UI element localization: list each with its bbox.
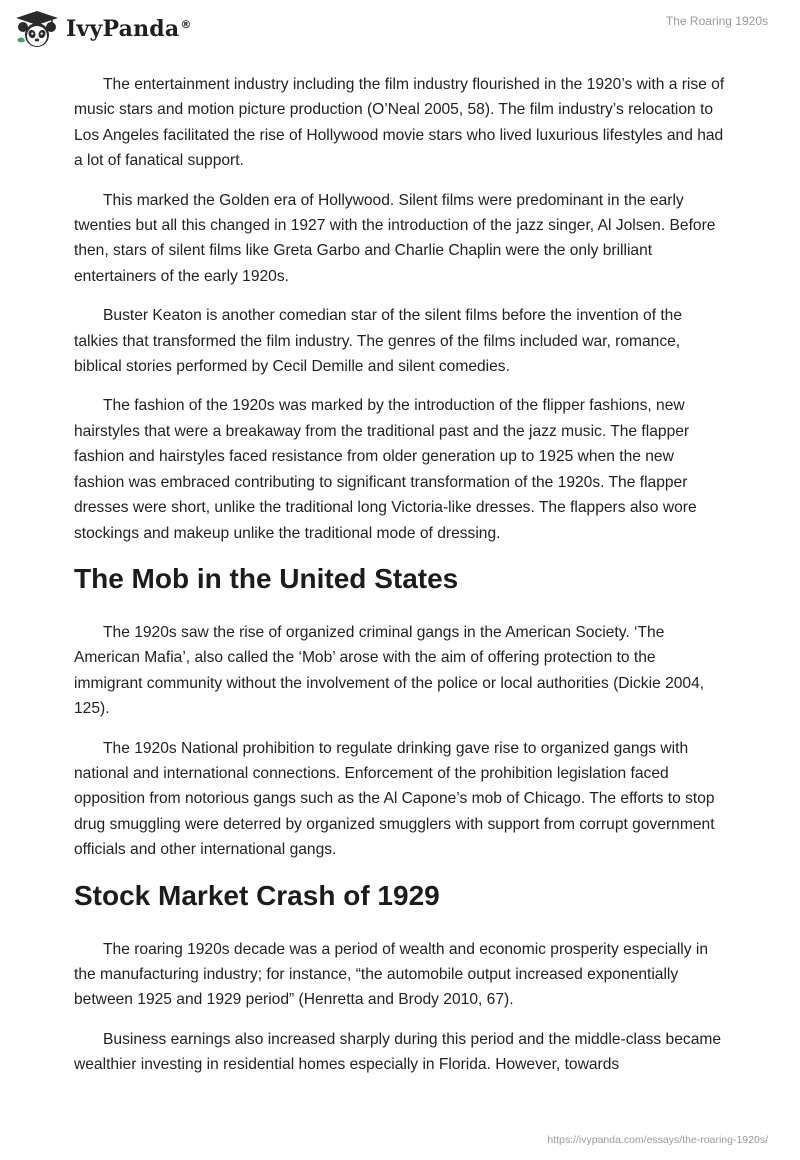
paragraph: This marked the Golden era of Hollywood. Silent films were predominant in the early twenties but all this changed in 1927 with the introduction of the jazz singer, Al Jolsen. Before then, stars of silent films like Greta Garbo and Charlie Chaplin were the only brilliant entertainers of the early 1920s. [74,191,716,285]
page-header [0,0,800,62]
essay-body [74,72,728,1092]
document-title: The Roaring 1920s [665,14,768,28]
section-heading-stock-market: Stock Market Crash of 1929 [74,879,440,911]
section-heading-mob: The Mob in the United States [74,562,459,594]
panda-graduate-icon [14,10,60,48]
logo-wordmark: IvyPanda® [66,16,192,42]
paragraph: Buster Keaton is another comedian star of the silent films before the invention of the talkies that transformed the film industry. The genres of the films included war, romance, biblical stories performed by Cecil Demille and silent comedies. [74,307,683,376]
paragraph: The entertainment industry including the film industry flourished in the 1920’s with a rise of music stars and motion picture production (O’Neal 2005, 58). The film industry’s relocation to Los Angeles facilitated the rise of Hollywood movie stars who lived luxurious lifestyles and had a lot of fanatical support. [74,76,725,170]
ivypanda-logo[interactable] [14,10,192,48]
registered-mark: ® [180,17,192,31]
paragraph: The 1920s saw the rise of organized criminal gangs in the American Society. ‘The American Mafia’, also called the ‘Mob’ arose with the aim of offering protection to the immigrant community without the involvement of the police or local authorities (Dickie 2004, 125). [74,623,705,718]
paragraph: The fashion of the 1920s was marked by the introduction of the flipper fashions, new hairstyles that were a breakaway from the traditional past and the jazz music. The flapper fashion and hairstyles faced resistance from older generation up to 1925 when the new fashion was embraced contributing to significant transformation of the 1920s. The flapper dresses were short, unlike the traditional long Victoria-like dresses. The flappers also wore stockings and makeup unlike the traditional mode of dressing. [74,397,697,542]
source-url[interactable]: https://ivypanda.com/essays/the-roaring-1920s/ [547,1134,768,1146]
paragraph: The 1920s National prohibition to regulate drinking gave rise to organized gangs with national and international connections. Enforcement of the prohibition legislation faced opposition from notorious gangs such as the Al Capone’s mob of Chicago. The efforts to stop drug smuggling were deterred by organized smugglers with support from corrupt government officials and other international gangs. [74,739,715,859]
paragraph: Business earnings also increased sharply during this period and the middle-class became wealthier investing in residential homes especially in Florida. However, towards [74,1030,722,1074]
paragraph: The roaring 1920s decade was a period of wealth and economic prosperity especially in the manufacturing industry; for instance, “the automobile output increased exponentially between 1925 and 1929 period” (Henretta and Brody 2010, 67). [74,940,709,1009]
